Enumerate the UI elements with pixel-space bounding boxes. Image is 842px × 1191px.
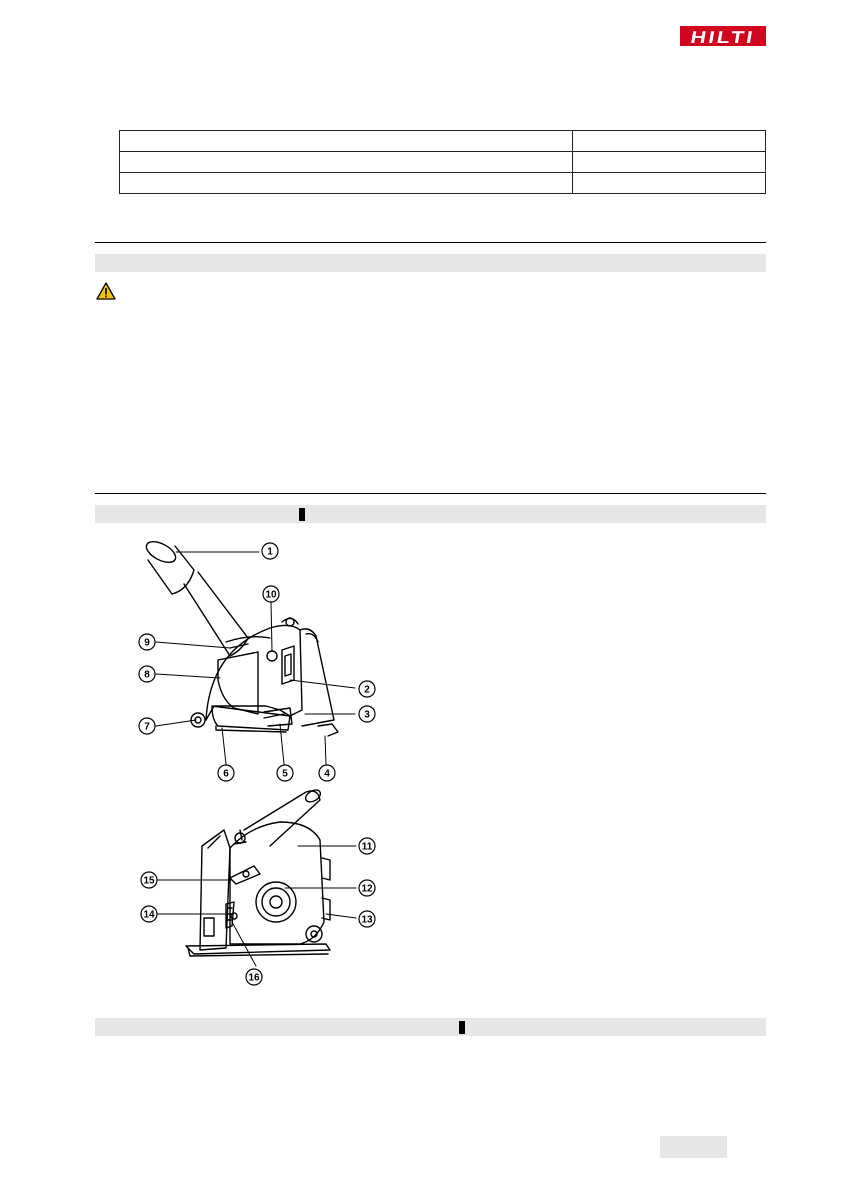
svg-text:4: 4	[324, 768, 330, 780]
callout-badge	[140, 871, 158, 889]
spec-table	[119, 130, 766, 194]
dust-hood-figure	[130, 530, 390, 995]
page-number-box	[660, 1136, 727, 1158]
svg-text:15: 15	[143, 875, 155, 887]
svg-text:6: 6	[223, 768, 229, 780]
section-heading-bar	[95, 1018, 766, 1036]
callout-badge	[138, 665, 156, 683]
svg-text:9: 9	[144, 637, 150, 649]
callout-badge	[217, 764, 235, 782]
svg-text:8: 8	[144, 669, 150, 681]
table-cell-label	[120, 131, 573, 152]
callout-badge	[358, 705, 376, 723]
callout-badge	[140, 905, 158, 923]
svg-text:14: 14	[143, 909, 155, 921]
table-cell-label	[120, 152, 573, 173]
callout-badge	[276, 764, 294, 782]
svg-text:1: 1	[267, 546, 273, 558]
svg-text:3: 3	[364, 709, 370, 721]
svg-text:7: 7	[144, 721, 150, 733]
callout-badge	[138, 633, 156, 651]
table-cell-label	[120, 173, 573, 194]
svg-text:5: 5	[282, 768, 288, 780]
callout-badge	[262, 585, 280, 603]
section-heading-bar	[95, 505, 766, 523]
table-row	[120, 131, 766, 152]
hood-side-view	[143, 537, 338, 736]
callout-badge	[318, 764, 336, 782]
svg-text:2: 2	[364, 684, 370, 696]
callout-badge	[245, 968, 263, 986]
callout-badge	[358, 910, 376, 928]
svg-text:11: 11	[361, 841, 373, 853]
svg-text:16: 16	[248, 972, 260, 984]
table-row	[120, 152, 766, 173]
callout-badge	[358, 879, 376, 897]
table-cell-value	[573, 152, 766, 173]
hilti-logo: HILTI	[680, 26, 766, 46]
svg-text:10: 10	[265, 589, 277, 601]
svg-text:12: 12	[361, 883, 373, 895]
warning-triangle-icon	[96, 282, 116, 300]
section-divider	[95, 242, 766, 243]
callout-badge	[358, 680, 376, 698]
section-heading-bar	[95, 254, 766, 272]
heading-marker	[299, 508, 305, 521]
heading-marker	[459, 1021, 465, 1034]
hood-inside-view	[186, 788, 330, 956]
callout-badge	[358, 837, 376, 855]
callout-badge	[138, 717, 156, 735]
section-divider	[95, 493, 766, 494]
table-row	[120, 173, 766, 194]
svg-text:13: 13	[361, 914, 373, 926]
table-cell-value	[573, 173, 766, 194]
table-cell-value	[573, 131, 766, 152]
callout-badge	[261, 542, 279, 560]
